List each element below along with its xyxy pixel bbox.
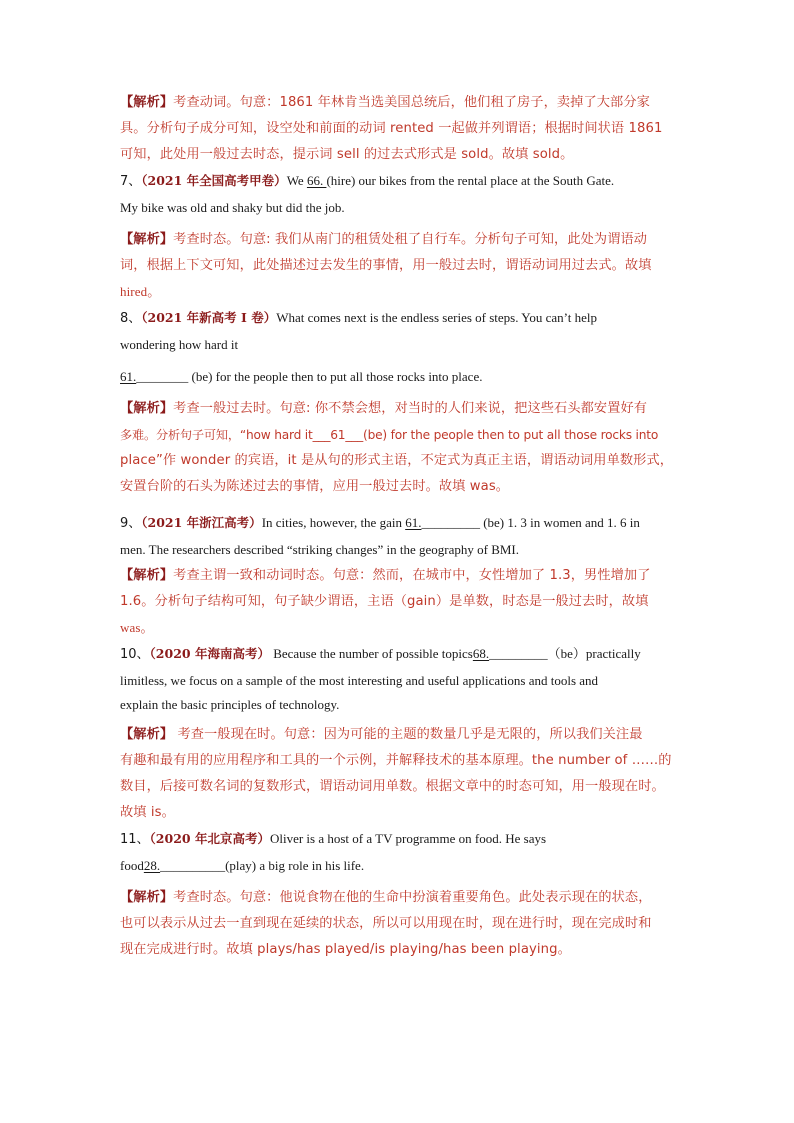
analysis-block-8 [120, 396, 680, 500]
analysis-text: 可知，此处用一般过去时态，提示词 sell 的过去式形式是 sold。故填 sold。 [120, 147, 574, 162]
analysis-text: 考查时态。句意：他说食物在他的生命中扮演着重要角色。此处表示现在的状态， [173, 890, 652, 905]
analysis-text: 多难。分析句子可知，“how hard it___61___(be) for the people then to put all those rocks into [120, 428, 659, 442]
question-text: wondering how hard it [120, 337, 239, 352]
analysis-text: 数目，后接可数名词的复数形式，谓语动词用单数。根据文章中的时态可知，用一般现在时。 [120, 779, 665, 794]
question-number: 11、 [120, 832, 150, 847]
blank-line: ________ [136, 369, 189, 384]
analysis-text: was。 [120, 620, 154, 635]
question-10 [120, 641, 680, 716]
answer-blank: 66. [306, 173, 327, 188]
question-8 [120, 305, 680, 390]
question-text: (play) a big role in his life. [225, 858, 365, 873]
analysis-text: 也可以表示从过去一直到现在延续的状态，所以可以用现在时，现在进行时，现在完成时和 [120, 916, 652, 931]
blank-line: __________ [160, 858, 226, 873]
analysis-text: 考查一般过去时。句意: 你不禁会想，对当时的人们来说，把这些石头都安置好有 [173, 401, 648, 416]
question-7 [120, 168, 680, 221]
analysis-text: 有趣和最有用的应用程序和工具的一个示例，并解释技术的基本原理。the number of ……的 [120, 753, 672, 768]
question-text: food [120, 858, 144, 873]
analysis-text: place”作 wonder 的宾语，it 是从句的形式主语，不定式为真正主语，谓语动词用单数形式， [120, 453, 674, 468]
question-source: （2020 年北京高考） [149, 831, 270, 846]
analysis-block-6 [120, 90, 680, 168]
analysis-text: 考查主谓一致和动词时态。句意：然而，在城市中，女性增加了 1.3，男性增加了 [173, 568, 651, 583]
analysis-block-10 [120, 722, 680, 826]
answer-blank: 61. [120, 369, 137, 384]
analysis-text: 故填 is。 [120, 805, 175, 820]
question-source: （2021 年浙江高考） [141, 515, 262, 530]
analysis-text: 具。分析句子成分可知，设空处和前面的动词 rented 一起做并列谓语；根据时间状语 1861 [120, 121, 663, 136]
analysis-block-7 [120, 227, 680, 305]
analysis-text: hired。 [120, 284, 161, 299]
question-text: men. The researchers described “striking changes” in the geography of BMI. [120, 542, 520, 557]
analysis-text: 安置台阶的石头为陈述过去的事情，应用一般过去时。故填 was。 [120, 479, 510, 494]
question-text: explain the basic principles of technology. [120, 697, 340, 712]
analysis-tag: 【解析】 [120, 401, 174, 416]
question-number: 8、 [120, 311, 142, 326]
question-text: (hire) our bikes from the rental place at the South Gate. [326, 173, 615, 188]
analysis-tag: 【解析】 [120, 232, 174, 247]
answer-blank: 28. [143, 858, 161, 873]
answer-blank: 68. [472, 646, 490, 661]
question-text: Oliver is a host of a TV programme on food. He says [269, 831, 547, 846]
question-number: 10、 [120, 647, 150, 662]
analysis-text: 1.6。分析句子结构可知，句子缺少谓语，主语（gain）是单数，时态是一般过去时，故填 [120, 594, 649, 609]
question-11 [120, 826, 680, 879]
analysis-tag: 【解析】 [120, 727, 174, 742]
analysis-tag: 【解析】 [120, 890, 174, 905]
question-text: My bike was old and shaky but did the job. [120, 200, 345, 215]
analysis-block-9 [120, 563, 680, 641]
analysis-block-11 [120, 885, 680, 963]
question-text: (be) 1. 3 in women and 1. 6 in [479, 515, 640, 530]
analysis-tag: 【解析】 [120, 568, 174, 583]
question-text: limitless, we focus on a sample of the most interesting and useful applications and tools and [120, 673, 599, 688]
question-text: What comes next is the endless series of steps. You can’t help [276, 310, 597, 325]
answer-blank: 61. [405, 515, 422, 530]
question-text: （be）practically [547, 646, 641, 661]
question-text: Because the number of possible topics [269, 646, 473, 661]
page-content [120, 90, 680, 963]
question-source: （2021 年新高考 I 卷） [141, 310, 277, 325]
blank-line: _________ [421, 515, 480, 530]
question-text: In cities, however, the gain [261, 515, 406, 530]
analysis-text: 考查动词。句意：1861 年林肯当选美国总统后，他们租了房子，卖掉了大部分家 [173, 95, 650, 110]
analysis-text: 考查时态。句意: 我们从南门的租赁处租了自行车。分析句子可知，此处为谓语动 [173, 232, 648, 247]
question-text: (be) for the people then to put all those rocks into place. [188, 369, 483, 384]
question-text: We [286, 173, 307, 188]
question-source: （2020 年海南高考） [149, 646, 270, 661]
question-number: 7、 [120, 174, 142, 189]
question-9 [120, 510, 680, 563]
question-source: （2021 年全国高考甲卷） [141, 173, 287, 188]
analysis-text: 词，根据上下文可知，此处描述过去发生的事情，用一般过去时，谓语动词用过去式。故填 [120, 258, 652, 273]
blank-line: _________ [489, 646, 548, 661]
analysis-tag: 【解析】 [120, 95, 174, 110]
analysis-text: 考查一般现在时。句意：因为可能的主题的数量几乎是无限的，所以我们关注最 [173, 727, 643, 742]
analysis-text: 现在完成进行时。故填 plays/has played/is playing/has been playing。 [120, 942, 571, 957]
question-number: 9、 [120, 516, 142, 531]
